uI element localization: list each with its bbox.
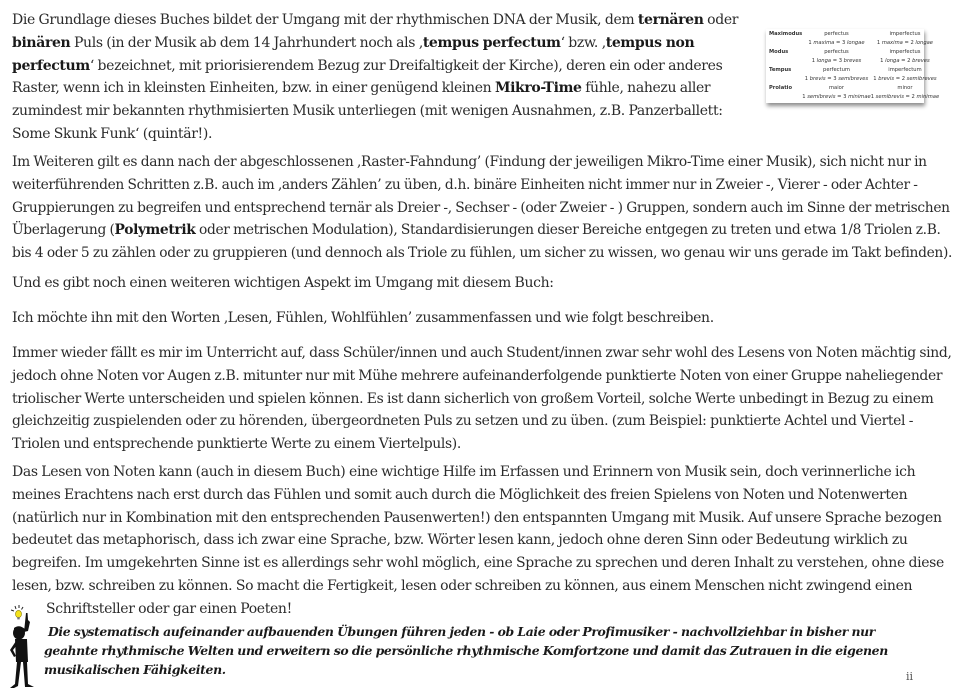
- mensural-text: semibrevis: [875, 94, 904, 100]
- mensural-text: = 2: [894, 76, 907, 82]
- mensural-perfect-cell: [802, 57, 870, 66]
- term-perfectum: perfectum: [12, 57, 90, 74]
- text-line: [12, 55, 738, 78]
- mensural-text: longa: [885, 58, 900, 64]
- text-line: (natürlich nur in Kombination mit den entsprechenden Pausenwerten!) den entspannten Umgang mit Musik. Auf unsere Sprache bezogen: [12, 509, 942, 526]
- mensural-label: Maximodus: [769, 31, 803, 37]
- mensural-notation-table: [766, 29, 940, 103]
- figure-leg-left: [10, 662, 21, 688]
- mensural-text: maxima: [813, 40, 835, 46]
- text-line: Triolen und entsprechende punktierte Werte zu einem Viertelpuls).: [12, 436, 461, 453]
- paragraph-unterricht: [12, 342, 957, 456]
- text-line: jedoch ohne Noten vor Augen z.B. mitunter nur mit Mühe mehrere aufeinanderfolgende punktierte Noten von einer Gruppe naheliegender: [12, 367, 943, 384]
- page-number: ii: [906, 670, 914, 683]
- mensural-text: breves: [912, 58, 930, 64]
- text: oder metrischen Modulation), Standardisierungen dieser Bereiche entgegen zu treten und etwa 1/8 Triolen z.B.: [195, 222, 941, 239]
- text-line: gleichzeitig zuspielenden oder zu hörenden, übergeordneten Puls zu setzen und zu üben. (zum Beispiel: punktierte Achtel und Viertel -: [12, 413, 914, 430]
- mensural-label: [769, 57, 802, 66]
- text-line: [12, 32, 738, 55]
- mensural-imperfect-cell: [871, 93, 939, 102]
- term-tempus-perfectum: tempus perfectum: [422, 34, 561, 51]
- text: ‘ bzw. ‚: [560, 34, 606, 51]
- text-line: weiterführenden Schritten z.B. auch im ‚anders Zählen’ zu üben, d.h. binäre Einheiten nicht immer nur in Zweier -, Vierer - oder Achter -: [12, 176, 918, 193]
- term-binaer: binären: [12, 34, 71, 51]
- mensural-row: [769, 39, 939, 48]
- mensural-text: 1: [808, 40, 814, 46]
- text-line: lesen, bzw. schreiben zu können. So macht die Fertigkeit, lesen oder schreiben zu können, aus einem Menschen nicht zwingend einen: [12, 577, 913, 594]
- mensural-text: 1: [880, 58, 886, 64]
- text-line: bis 4 oder 5 zu zählen oder zu gruppieren (und dennoch als Triole zu fühlen, um sicher zu wissen, wo genau wir uns gerade im Takt befinden).: [12, 245, 953, 262]
- mensural-imperfect-cell: [871, 39, 939, 48]
- term-mikro-time: Mikro-Time: [494, 80, 582, 97]
- text-line: Die systematisch aufeinander aufbauenden Übungen führen jeden - ob Laie oder Profimusiker - nachvollziehbar in bisher nur: [48, 624, 875, 639]
- mensural-perfect-cell: [802, 93, 870, 102]
- mensural-row: [769, 48, 939, 57]
- mensural-text: = 3: [831, 58, 844, 64]
- text: ‘ bezeichnet, mit priorisierendem Bezug zur Dreifaltigkeit der Kirche), deren ein oder anderes: [89, 57, 723, 74]
- text-line: Gruppierungen zu begreifen und entsprechend ternär als Dreier -, Sechser - (oder Zweier - ) Gruppen, sondern auch im Sinne der metrischen: [12, 199, 950, 216]
- figure-leg-right: [23, 662, 34, 687]
- mensural-imperfect-cell: imperfectum: [888, 67, 922, 73]
- mensural-label: [769, 93, 802, 102]
- text-line: Some Skunk Funk‘ (quintär!).: [12, 125, 213, 142]
- mensural-text: 1: [811, 58, 817, 64]
- text-line: begreifen. Im umgekehrten Sinne ist es allerdings sehr wohl möglich, eine Sprache zu sprechen und deren Inhalt zu verstehen, ohne diese: [12, 555, 944, 572]
- figure-body: [15, 639, 28, 662]
- mensural-label: Modus: [769, 49, 789, 55]
- mensural-label: Prolatio: [769, 85, 793, 91]
- mensural-perfect-cell: [802, 75, 870, 84]
- text-line: Schriftsteller oder gar einen Poeten!: [46, 600, 292, 617]
- mensural-row: [769, 57, 939, 66]
- text: fühle, nahezu aller: [581, 80, 711, 97]
- mensural-text: longa: [816, 58, 832, 64]
- text-line: bedeutet das metaphorisch, dass ich zwar eine Sprache, bzw. Wörter lesen kann, jedoch ohne deren Sinn oder Bedeutung wirklich zu: [12, 532, 908, 549]
- mensural-text: breves: [843, 58, 862, 64]
- mensural-label: [769, 75, 802, 84]
- mensural-text: semibreves: [838, 76, 869, 82]
- mensural-text: minimae: [916, 94, 940, 100]
- mensural-imperfect-cell: [871, 57, 939, 66]
- mensural-text: = 3: [835, 94, 849, 100]
- mensural-table: [769, 30, 939, 102]
- light-bulb-icon: [16, 610, 22, 617]
- text: Puls (in der Musik ab dem 14 Jahrhundert noch als ‚: [70, 34, 423, 51]
- mensural-text: = 2: [903, 94, 917, 100]
- text-line: [12, 219, 952, 242]
- text: Überlagerung (: [12, 222, 115, 239]
- mensural-imperfect-cell: imperfectus: [889, 49, 921, 55]
- mensural-row: [769, 93, 939, 102]
- idea-figure-icon: [6, 604, 42, 692]
- mensural-text: = 3: [825, 76, 839, 82]
- text-line: Und es gibt noch einen weiteren wichtigen Aspekt im Umgang mit diesem Buch:: [12, 275, 554, 291]
- mensural-text: semibrevis: [807, 94, 836, 100]
- paragraph-lesen-fuehlen: [12, 307, 714, 330]
- mensural-row: [769, 30, 939, 39]
- tip-note: [44, 622, 888, 679]
- mensural-row: [769, 75, 939, 84]
- text-line: geahnte rhythmische Welten und erweitern so die persönliche rhythmische Komfortzone und damit das Zutrauen in die eigenen: [44, 643, 888, 658]
- text-line: Immer wieder fällt es mir im Unterricht auf, dass Schüler/innen und auch Student/innen zwar sehr wohl des Lesens von Noten mächtig sind,: [12, 345, 952, 361]
- bulb-base: [17, 617, 19, 619]
- mensural-perfect-cell: perfectum: [823, 67, 850, 73]
- text-line: Das Lesen von Noten kann (auch in diesem Buch) eine wichtige Hilfe im Erfassen und Erinnern von Musik sein, doch verinnerliche ich: [12, 464, 916, 480]
- mensural-text: brevis: [878, 76, 895, 82]
- mensural-text: minimae: [848, 94, 871, 100]
- paragraph-raster-fahndung: [12, 151, 960, 265]
- text-line: triolischer Werte unterscheiden und spielen können. Es ist dann sicherlich von großem Vorteil, solche Werte unbedingt in Bezug zu einem: [12, 390, 934, 407]
- term-polymetrik: Polymetrik: [114, 222, 196, 239]
- mensural-text: = 2: [902, 40, 916, 46]
- mensural-text: brevis: [809, 76, 826, 82]
- bulb-rays: [11, 605, 23, 611]
- text-line: [12, 77, 738, 100]
- text: Die Grundlage dieses Buches bildet der Umgang mit der rhythmischen DNA der Musik, dem: [12, 12, 638, 28]
- mensural-text: = 3: [834, 40, 847, 46]
- text-line: zumindest mir bekannten rhythmisierten Musik unterliegen (mit wenigen Ausnahmen, z.B. Panzerballett:: [12, 103, 723, 120]
- mensural-text: longae: [915, 40, 933, 46]
- mensural-label: [769, 39, 802, 48]
- text-line: musikalischen Fähigkeiten.: [44, 662, 226, 677]
- mensural-label: Tempus: [769, 67, 792, 73]
- mensural-perfect-cell: maior: [829, 85, 844, 91]
- text: oder: [703, 12, 739, 28]
- text: Raster, wenn ich in kleinsten Einheiten, bzw. in einer genügend kleinen: [12, 80, 495, 97]
- paragraph-intro: [12, 9, 738, 146]
- mensural-text: 1: [804, 76, 810, 82]
- mensural-text: 1: [802, 94, 808, 100]
- paragraph-lesen-noten: [12, 461, 944, 621]
- mensural-text: maxima: [881, 40, 903, 46]
- mensural-perfect-cell: perfectus: [824, 31, 849, 37]
- mensural-text: semibreves: [906, 76, 937, 82]
- text-line: Im Weiteren gilt es dann nach der abgeschlossenen ‚Raster-Fahndung’ (Findung der jeweiligen Mikro-Time einer Musik), sich nicht nur in: [12, 154, 927, 170]
- mensural-text: longae: [846, 40, 865, 46]
- mensural-row: [769, 66, 939, 75]
- paragraph-aspekt: [12, 272, 554, 295]
- mensural-imperfect-cell: imperfectus: [889, 31, 921, 37]
- text-line: [12, 9, 738, 32]
- mensural-imperfect-cell: minor: [897, 85, 913, 91]
- text-line: Ich möchte ihn mit den Worten ‚Lesen, Fühlen, Wohlfühlen’ zusammenfassen und wie folgt beschreiben.: [12, 310, 714, 326]
- term-ternaer: ternären: [637, 12, 704, 28]
- mensural-imperfect-cell: [871, 75, 939, 84]
- mensural-perfect-cell: perfectus: [824, 49, 849, 55]
- mensural-row: [769, 84, 939, 93]
- mensural-text: 1: [873, 76, 879, 82]
- mensural-text: 1: [870, 94, 876, 100]
- mensural-text: 1: [876, 40, 882, 46]
- text-line: meines Erachtens nach erst durch das Fühlen und somit auch durch die Möglichkeit des freien Spielens von Noten und Notenwerten: [12, 486, 908, 503]
- mensural-perfect-cell: [802, 39, 870, 48]
- term-tempus-non: tempus non: [605, 34, 695, 51]
- mensural-text: = 2: [899, 58, 913, 64]
